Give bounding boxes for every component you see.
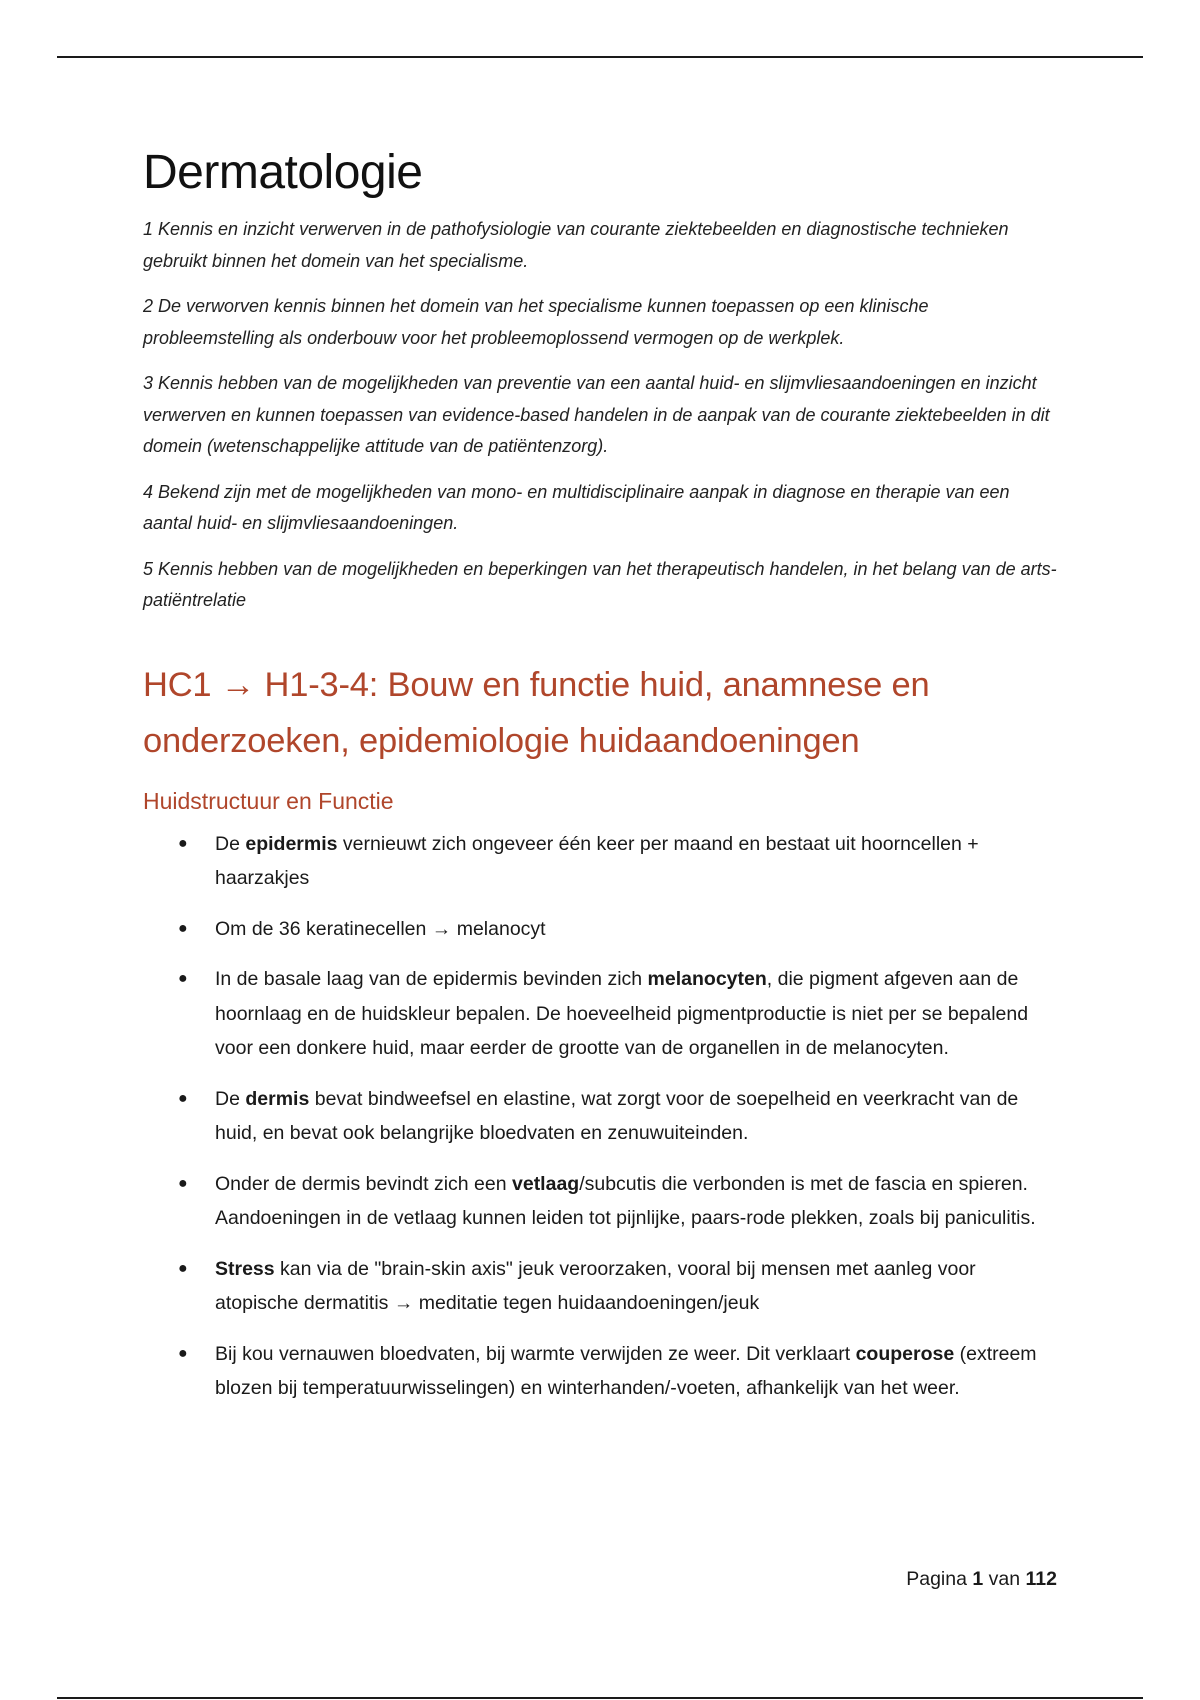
footer-rule <box>57 1697 1143 1699</box>
section-heading: HC1 → H1-3-4: Bouw en functie huid, anamnese en onderzoeken, epidemiologie huidaandoeningen <box>143 665 930 760</box>
bullet-icon: ● <box>178 1259 188 1277</box>
objective-item: 1 Kennis en inzicht verwerven in de pathofysiologie van courante ziektebeelden en diagnostische technieken gebruikt binnen het domein van het specialisme. <box>143 219 1009 271</box>
list-item: ● De dermis bevat bindweefsel en elastine, wat zorgt voor de soepelheid en veerkracht van de huid, en bevat ook belangrijke bloedvaten en zenuwuiteinden. <box>143 1082 1063 1151</box>
page-number <box>906 1568 1057 1591</box>
total-pages: 112 <box>1025 1568 1057 1590</box>
bullet-icon: ● <box>178 1174 188 1192</box>
bullet-icon: ● <box>178 919 188 937</box>
objectives-list <box>143 214 1063 617</box>
bullet-icon: ● <box>178 834 188 852</box>
objective-item: 5 Kennis hebben van de mogelijkheden en beperkingen van het therapeutisch handelen, in het belang van de arts-patiëntrelatie <box>143 558 1057 611</box>
list-item: ● De epidermis vernieuwt zich ongeveer één keer per maand en bestaat uit hoorncellen + haarzakjes <box>143 827 1063 896</box>
bullet-icon: ● <box>178 1344 188 1362</box>
subsection-heading: Huidstructuur en Functie <box>143 787 394 814</box>
list-item: ● In de basale laag van de epidermis bevinden zich melanocyten, die pigment afgeven aan de hoornlaag en de huidskleur bepalen. De hoeveelheid pigmentproductie is niet per se bepalend voor een donkere huid, maar eerder de grootte van de organellen in de melanocyten. <box>143 962 1063 1066</box>
bullet-icon: ● <box>178 1089 188 1107</box>
page-separator: van <box>988 1568 1021 1590</box>
bullet-list <box>143 827 1063 1406</box>
list-item: ● Stress kan via de "brain-skin axis" jeuk veroorzaken, vooral bij mensen met aanleg voor atopische dermatitis → meditatie tegen huidaandoeningen/jeuk <box>143 1252 1063 1321</box>
list-item: ● Bij kou vernauwen bloedvaten, bij warmte verwijden ze weer. Dit verklaart couperose (extreem blozen bij temperatuurwisselingen) en winterhanden/-voeten, afhankelijk van het weer. <box>143 1337 1063 1406</box>
current-page: 1 <box>972 1568 984 1590</box>
bullet-icon: ● <box>178 970 188 988</box>
objective-item: 3 Kennis hebben van de mogelijkheden van preventie van een aantal huid- en slijmvliesaandoeningen en inzicht verwerven en kunnen toepassen van evidence-based handelen in de aanpak van de courante ziektebeelden in dit domein (wetenschappelijke attitude van de patiëntenzorg). <box>143 373 1050 457</box>
list-item: ● Onder de dermis bevindt zich een vetlaag/subcutis die verbonden is met de fascia en spieren. Aandoeningen in de vetlaag kunnen leiden tot pijnlijke, paars-rode plekken, zoals bij paniculitis. <box>143 1167 1063 1236</box>
header-rule <box>57 56 1143 58</box>
objective-item: 4 Bekend zijn met de mogelijkheden van mono- en multidisciplinaire aanpak in diagnose en therapie van een aantal huid- en slijmvliesaandoeningen. <box>143 481 1010 534</box>
page-label: Pagina <box>906 1568 967 1590</box>
objective-item: 2 De verworven kennis binnen het domein van het specialisme kunnen toepassen op een klinische probleemstelling als onderbouw voor het probleemoplossend vermogen op de werkplek. <box>143 296 929 348</box>
page-content <box>143 145 1063 1422</box>
page-title: Dermatologie <box>143 146 423 199</box>
list-item: ● Om de 36 keratinecellen → melanocyt <box>143 912 1063 947</box>
